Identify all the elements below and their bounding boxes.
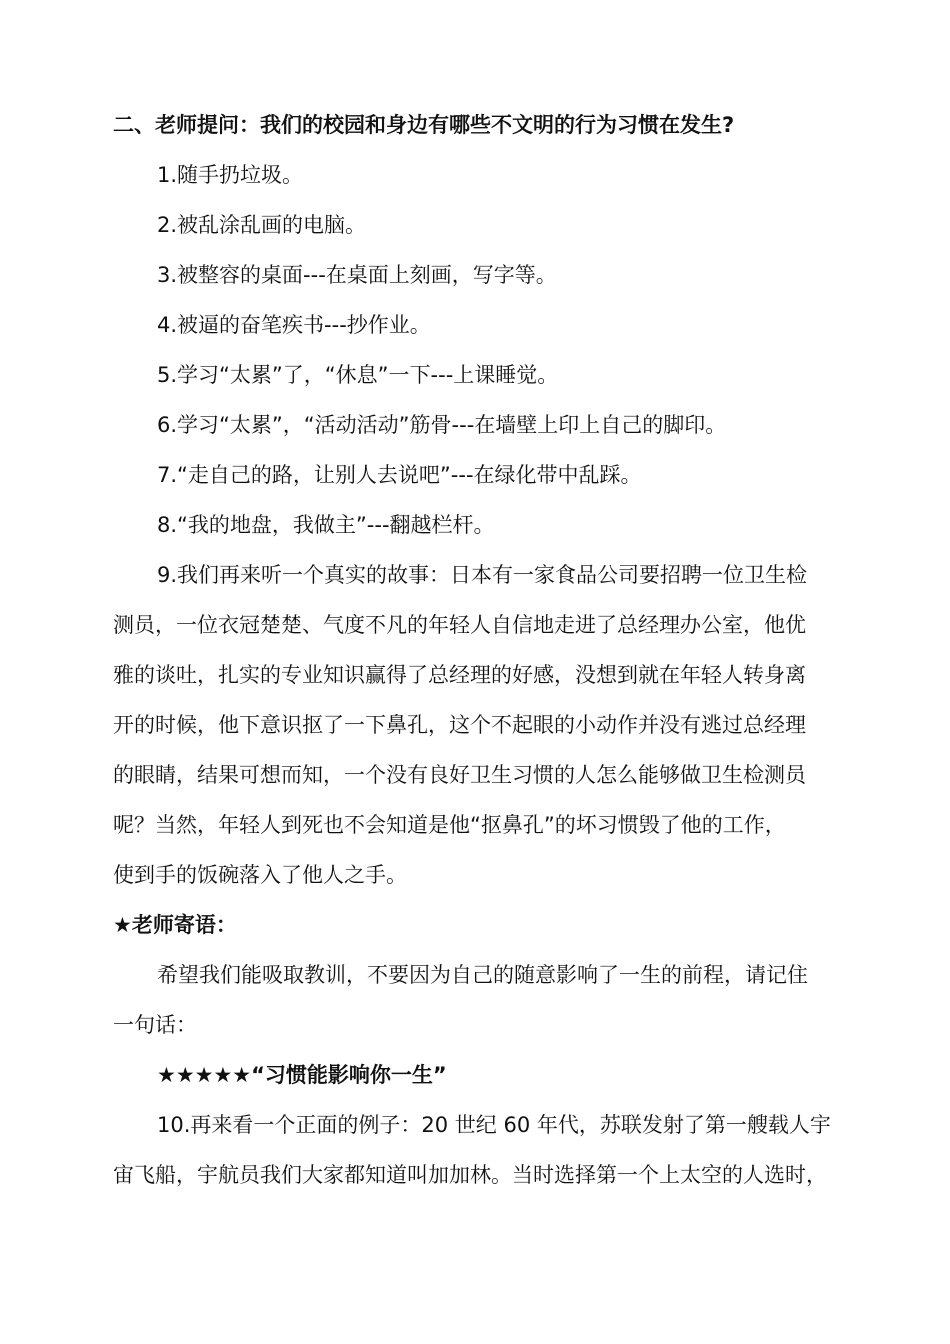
list-item: 6.学习“太累”，“活动活动”筋骨---在墙壁上印上自己的脚印。 (157, 413, 727, 437)
list-item: 2.被乱涂乱画的电脑。 (157, 213, 367, 237)
teacher-message-line: 希望我们能吸取教训，不要因为自己的随意影响了一生的前程，请记住 (157, 963, 808, 987)
example-line: 宙飞船，宇航员我们大家都知道叫加加林。当时选择第一个上太空的人选时， (113, 1163, 827, 1187)
story-line: 测员，一位衣冠楚楚、气度不凡的年轻人自信地走进了总经理办公室，他优 (113, 613, 806, 637)
list-item: 8.“我的地盘，我做主”---翻越栏杆。 (157, 513, 495, 537)
list-item: 7.“走自己的路，让别人去说吧”---在绿化带中乱踩。 (157, 463, 642, 487)
section-heading: 二、老师提问：我们的校园和身边有哪些不文明的行为习惯在发生? (113, 113, 735, 137)
story-line: 9.我们再来听一个真实的故事：日本有一家食品公司要招聘一位卫生检 (157, 563, 808, 587)
list-item: 1.随手扔垃圾。 (157, 163, 304, 187)
motto: ★★★★★“习惯能影响你一生” (157, 1063, 447, 1087)
story-line: 呢？当然，年轻人到死也不会知道是他“抠鼻孔”的坏习惯毁了他的工作， (113, 813, 786, 837)
example-line: 10.再来看一个正面的例子：20 世纪 60 年代，苏联发射了第一艘载人宇 (157, 1113, 831, 1137)
teacher-message-heading: ★老师寄语： (113, 913, 237, 937)
story-line: 雅的谈吐，扎实的专业知识赢得了总经理的好感，没想到就在年轻人转身离 (113, 663, 806, 687)
story-line: 开的时候，他下意识抠了一下鼻孔，这个不起眼的小动作并没有逃过总经理 (113, 713, 806, 737)
teacher-message-line: 一句话： (113, 1013, 197, 1037)
list-item: 5.学习“太累”了，“休息”一下---上课睡觉。 (157, 363, 559, 387)
list-item: 4.被逼的奋笔疾书---抄作业。 (157, 313, 431, 337)
story-line: 的眼睛，结果可想而知，一个没有良好卫生习惯的人怎么能够做卫生检测员 (113, 763, 806, 787)
list-item: 3.被整容的桌面---在桌面上刻画，写字等。 (157, 263, 557, 287)
story-line: 使到手的饭碗落入了他人之手。 (113, 863, 407, 887)
